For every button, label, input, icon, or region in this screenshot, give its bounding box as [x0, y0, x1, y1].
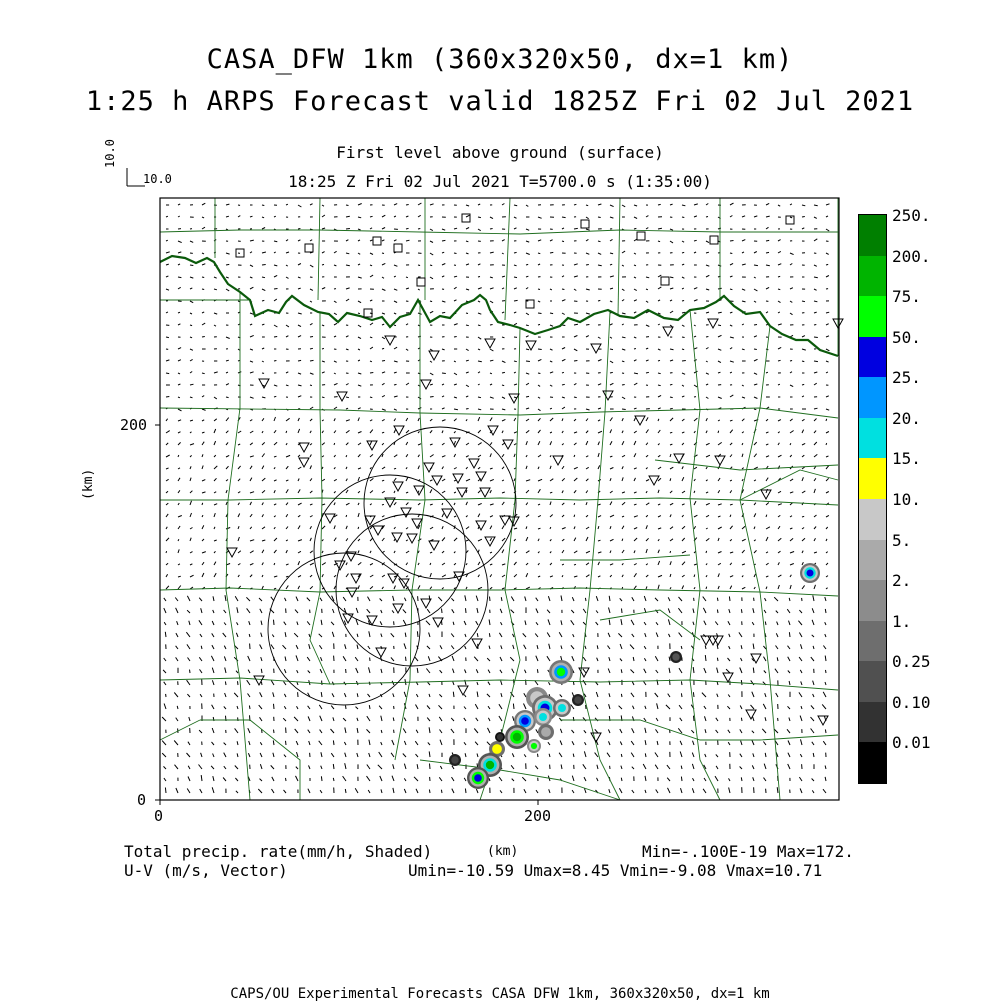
y-axis-unit: (km) — [81, 469, 96, 500]
colorbar-segment — [859, 215, 886, 256]
colorbar-label: 25. — [892, 368, 921, 387]
colorbar-label: 10. — [892, 490, 921, 509]
colorbar-segment — [859, 256, 886, 297]
precipitation-cells — [449, 563, 820, 789]
field-label-precip: Total precip. rate(mm/h, Shaded) — [124, 842, 432, 861]
time-label: 18:25 Z Fri 02 Jul 2021 T=5700.0 s (1:35:00) — [0, 172, 1000, 191]
colorbar-label: 0.01 — [892, 733, 931, 752]
colorbar-label: 2. — [892, 571, 911, 590]
colorbar-segment — [859, 377, 886, 418]
vector-scale-label-vertical: 10.0 — [103, 139, 117, 168]
colorbar-label: 200. — [892, 247, 931, 266]
axis-ticks — [155, 425, 538, 805]
chart-title: CASA_DFW 1km (360x320x50, dx=1 km) — [0, 44, 1000, 75]
level-label: First level above ground (surface) — [0, 143, 1000, 162]
station-markers — [227, 214, 843, 742]
colorbar-label: 20. — [892, 409, 921, 428]
colorbar-label: 250. — [892, 206, 931, 225]
colorbar-label: 0.10 — [892, 693, 931, 712]
colorbar-segment — [859, 296, 886, 337]
county-boundaries — [160, 198, 838, 800]
x-tick-200: 200 — [524, 807, 551, 825]
colorbar-label: 5. — [892, 531, 911, 550]
field-label-vector: U-V (m/s, Vector) — [124, 861, 288, 880]
colorbar-segment — [859, 540, 886, 581]
precip-minmax: Min=-.100E-19 Max=172. — [642, 842, 854, 861]
colorbar-segment — [859, 661, 886, 702]
colorbar-segment — [859, 337, 886, 378]
wind-minmax: Umin=-10.59 Umax=8.45 Vmin=-9.08 Vmax=10.71 — [408, 861, 822, 880]
vector-scale-label: 10.0 — [143, 172, 172, 186]
colorbar-segment — [859, 580, 886, 621]
credit-line: CAPS/OU Experimental Forecasts CASA DFW 1km, 360x320x50, dx=1 km — [0, 986, 1000, 1002]
x-axis-unit: (km) — [487, 844, 518, 859]
colorbar-label: 1. — [892, 612, 911, 631]
precip-colorbar — [858, 214, 887, 784]
colorbar-label: 0.25 — [892, 652, 931, 671]
colorbar-label: 15. — [892, 449, 921, 468]
colorbar-segment — [859, 621, 886, 662]
red-river-boundary — [160, 256, 838, 356]
colorbar-label: 50. — [892, 328, 921, 347]
colorbar-segment — [859, 742, 886, 783]
colorbar-segment — [859, 418, 886, 459]
colorbar-segment — [859, 702, 886, 743]
y-tick-0: 0 — [137, 791, 146, 809]
colorbar-segment — [859, 458, 886, 499]
colorbar-label: 75. — [892, 287, 921, 306]
chart-subtitle: 1:25 h ARPS Forecast valid 1825Z Fri 02 Jul 2021 — [0, 86, 1000, 117]
y-tick-200: 200 — [120, 416, 147, 434]
x-tick-0: 0 — [154, 807, 163, 825]
colorbar-segment — [859, 499, 886, 540]
